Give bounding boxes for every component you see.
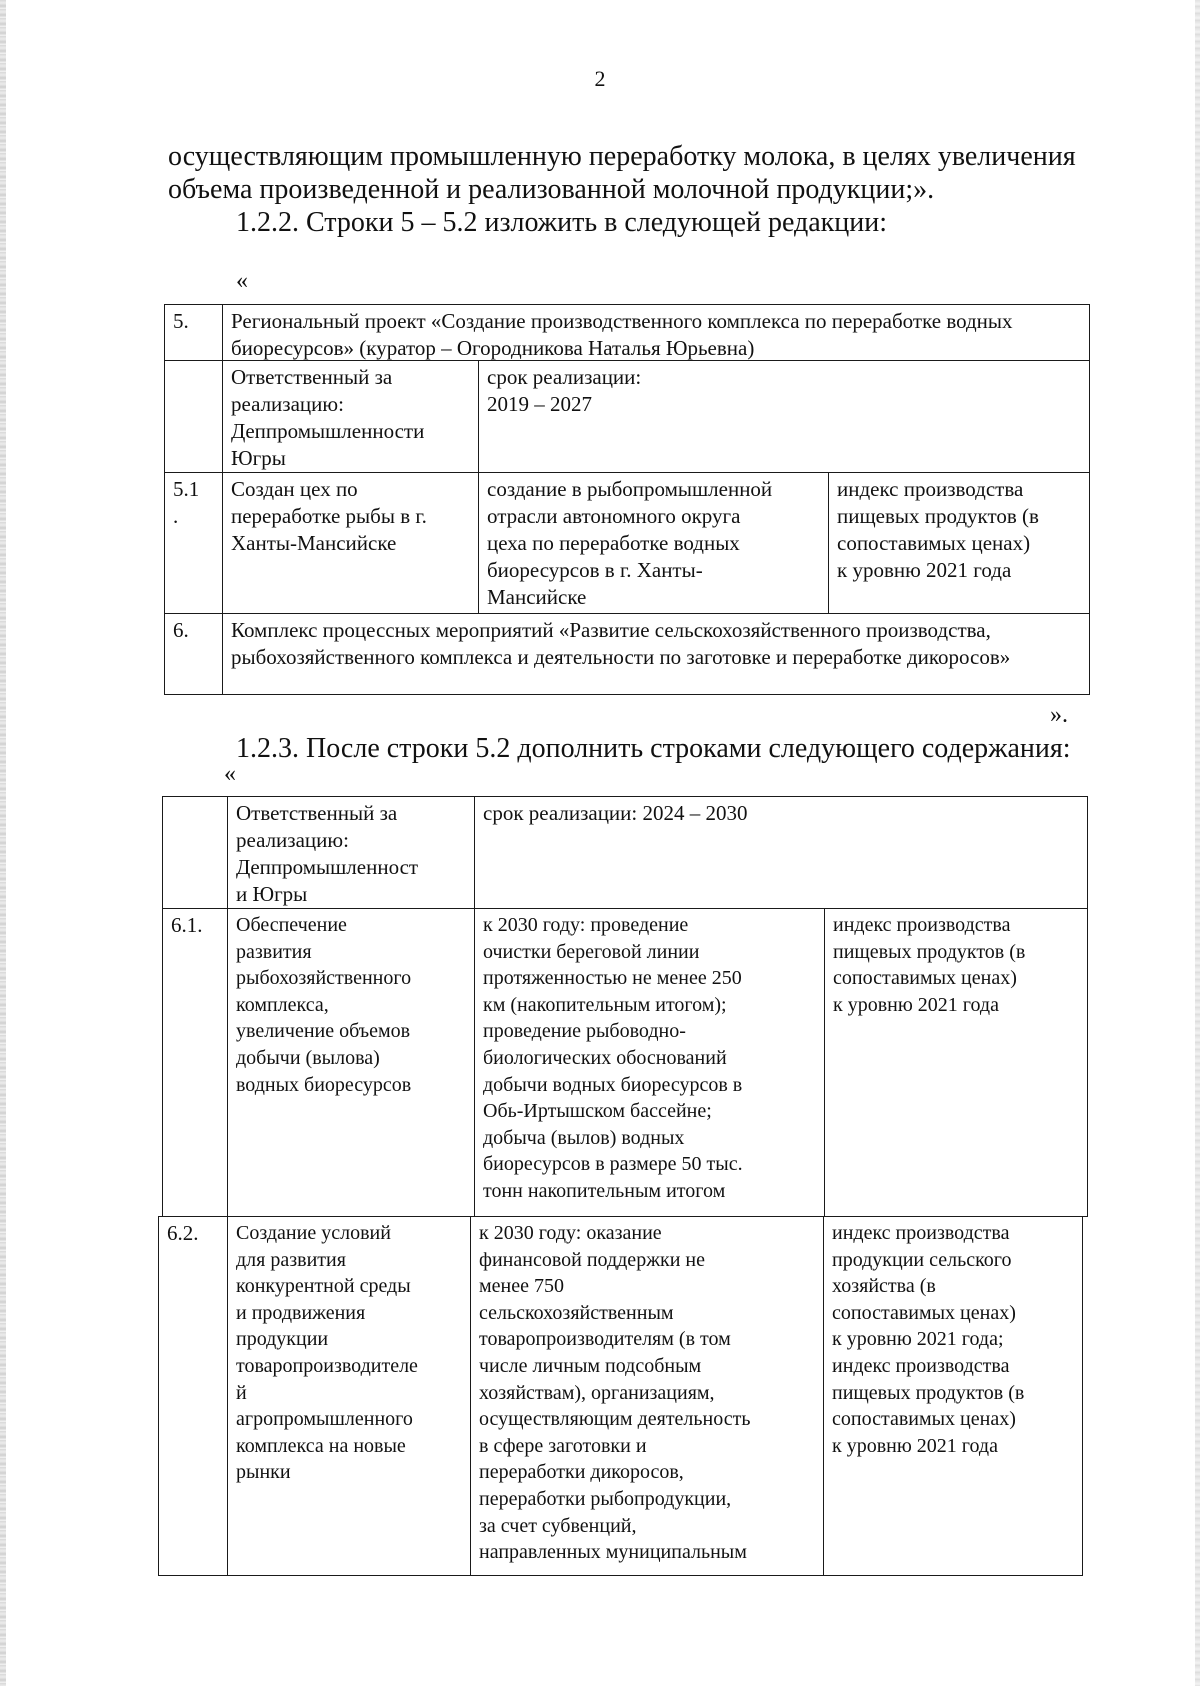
- table-cell-name: Создание условий для развития конкурентной среды и продвижения продукции товаропроизводителе й агропромышленного комплекса на новые рынки: [227, 1216, 471, 1576]
- paragraph-heading: 1.2.3. После строки 5.2 дополнить строками следующего содержания:: [236, 733, 1071, 764]
- table-cell-row-number: 6.: [164, 613, 223, 695]
- table-cell-row-number: 5.: [164, 304, 223, 361]
- table-cell-term: срок реализации: 2019 – 2027: [478, 360, 1090, 473]
- paragraph-line: осуществляющим промышленную переработку молока, в целях увеличения: [168, 141, 1076, 172]
- table-cell-empty: [162, 796, 228, 909]
- scan-edge-left: [0, 0, 6, 1686]
- table-cell-result: к 2030 году: проведение очистки береговой линии протяженностью не менее 250 км (накопительным итогом); проведение рыбоводно- биологических обоснований добычи водных биоресурсов в Обь-Иртышском бассейне; добыча (вылов) водных биоресурсов в размере 50 тыс. тонн накопительным итогом: [474, 908, 825, 1217]
- open-quote-mark: «: [236, 268, 248, 294]
- table-cell-indicator: индекс производства пищевых продуктов (в сопоставимых ценах) к уровню 2021 года: [828, 472, 1090, 614]
- table-cell-section-title: Комплекс процессных мероприятий «Развитие сельскохозяйственного производства, рыбохозяйственного комплекса и деятельности по заготовке и переработке дикоросов»: [222, 613, 1090, 695]
- scan-edge-right: [1195, 0, 1200, 1686]
- table-cell-indicator: индекс производства пищевых продуктов (в сопоставимых ценах) к уровню 2021 года: [824, 908, 1088, 1217]
- table-cell-row-number: 5.1 .: [164, 472, 223, 614]
- page-number: 2: [594, 66, 606, 91]
- paragraph-line: объема произведенной и реализованной молочной продукции;».: [168, 174, 935, 205]
- table-cell-empty: [164, 360, 223, 473]
- table-cell-name: Создан цех по переработке рыбы в г. Ханты-Мансийске: [222, 472, 479, 614]
- table-cell-row-number: 6.2.: [158, 1216, 228, 1576]
- table-cell-row-number: 6.1.: [162, 908, 228, 1217]
- table-cell-result: создание в рыбопромышленной отрасли автономного округа цеха по переработке водных биоресурсов в г. Ханты- Мансийске: [478, 472, 829, 614]
- table-cell-result: к 2030 году: оказание финансовой поддержки не менее 750 сельскохозяйственным товаропроизводителям (в том числе личным подсобным хозяйствам), организациям, осуществляющим деятельность в сфере заготовки и переработки дикоросов, переработки рыбопродукции, за счет субвенций, направленных муниципальным: [470, 1216, 824, 1576]
- table-cell-term: срок реализации: 2024 – 2030: [474, 796, 1088, 909]
- table-cell-name: Обеспечение развития рыбохозяйственного комплекса, увеличение объемов добычи (вылова) водных биоресурсов: [227, 908, 475, 1217]
- table-cell-indicator: индекс производства продукции сельского хозяйства (в сопоставимых ценах) к уровню 2021 года; индекс производства пищевых продуктов (в сопоставимых ценах) к уровню 2021 года: [823, 1216, 1083, 1576]
- open-quote-mark: «: [224, 761, 236, 787]
- table-cell-responsible: Ответственный за реализацию: Дeппромышленност и Югры: [227, 796, 475, 909]
- close-quote-mark: ».: [1050, 702, 1068, 728]
- table-cell-responsible: Ответственный за реализацию: Дeппромышленности Югры: [222, 360, 479, 473]
- paragraph-heading: 1.2.2. Строки 5 – 5.2 изложить в следующей редакции:: [236, 207, 888, 238]
- table-cell-section-title: Региональный проект «Создание производственного комплекса по переработке водных биоресурсов» (куратор – Огородникова Наталья Юрьевна): [222, 304, 1090, 361]
